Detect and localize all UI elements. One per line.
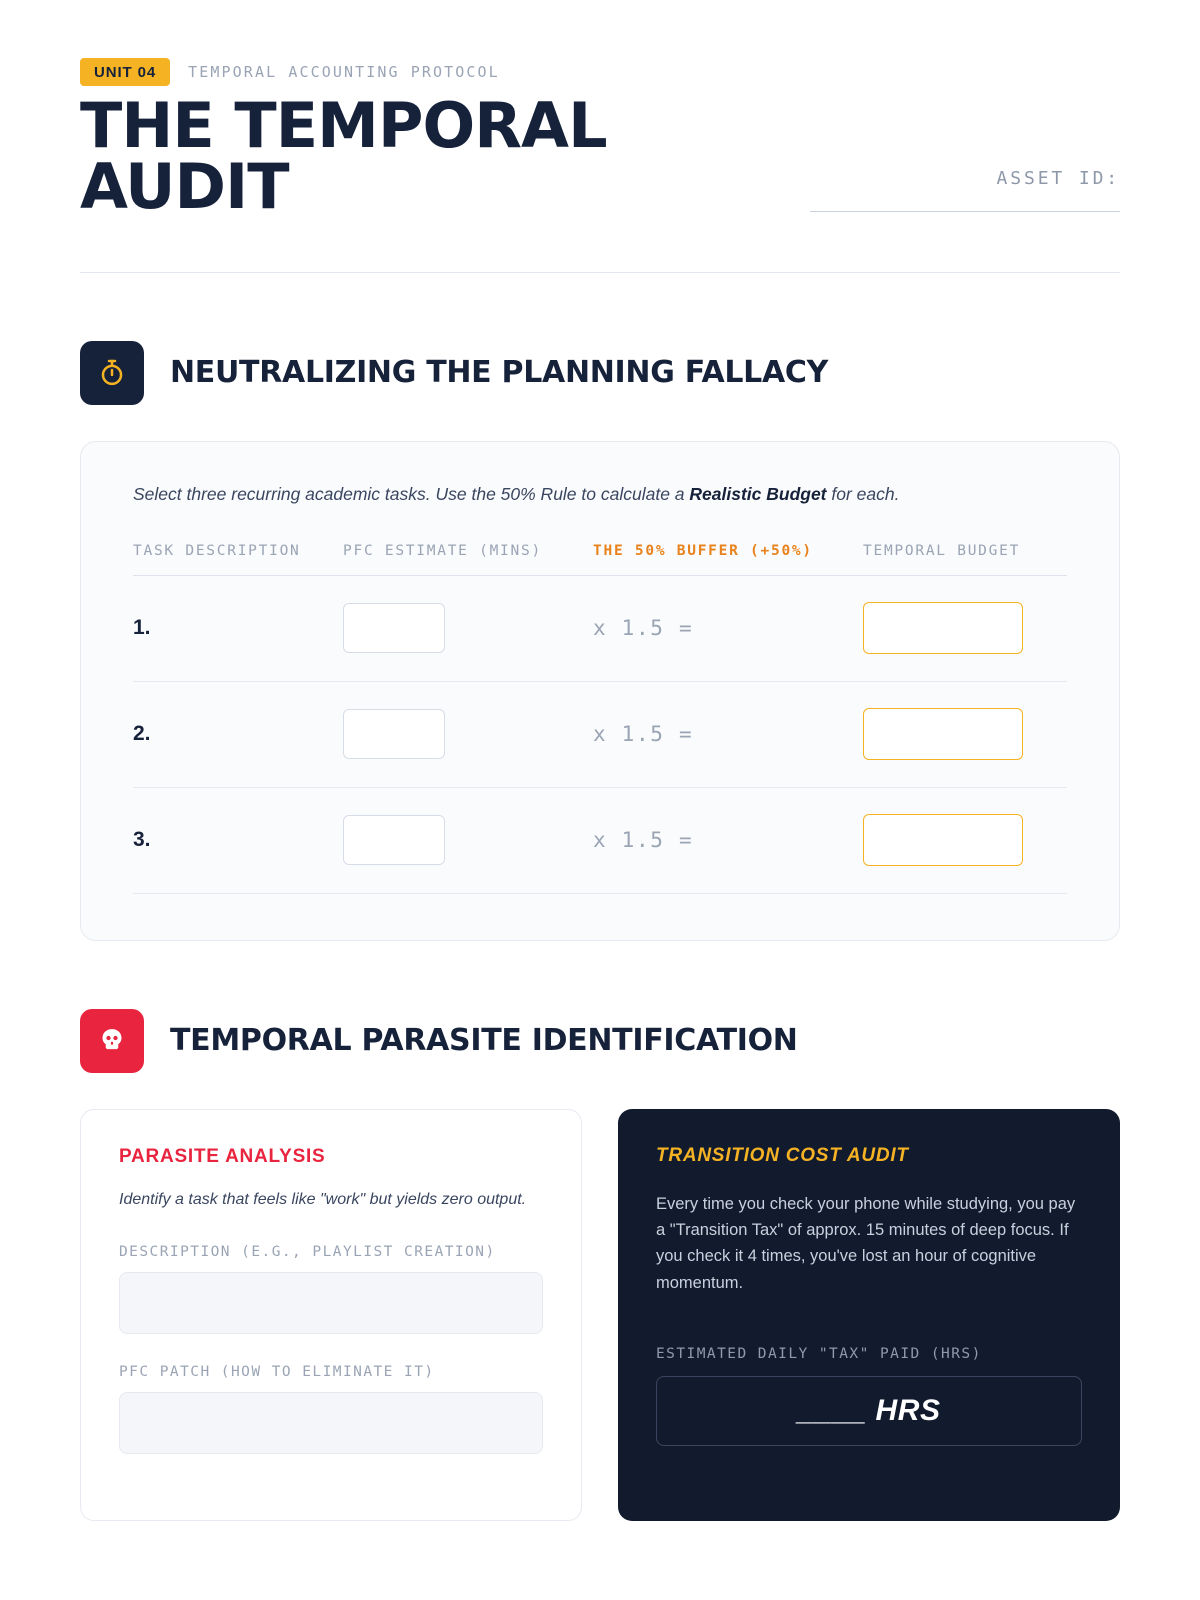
title-row: [80, 89, 1120, 223]
budget-intro-bold: Realistic Budget: [689, 483, 827, 504]
budget-intro-prefix: Select three recurring academic tasks. Use the 50% Rule to calculate a: [133, 483, 690, 504]
temporal-budget-input[interactable]: [863, 602, 1023, 654]
description-field[interactable]: [119, 1272, 543, 1334]
skull-icon: [80, 1009, 144, 1073]
header-top: [80, 58, 1120, 86]
asset-id-rule[interactable]: [810, 211, 1120, 212]
pfc-estimate-input[interactable]: [343, 603, 445, 653]
temporal-budget-input[interactable]: [863, 814, 1023, 866]
column-pfc-estimate: PFC ESTIMATE (MINS): [343, 542, 542, 559]
budget-intro: [133, 484, 1067, 505]
section-one-header: [80, 341, 1120, 405]
section-two-header: [80, 1009, 1120, 1073]
multiplier-label: x 1.5 =: [593, 722, 694, 746]
stopwatch-icon: [80, 341, 144, 405]
page-title: THE TEMPORAL AUDIT: [80, 89, 607, 223]
column-buffer: THE 50% BUFFER (+50%): [593, 542, 813, 559]
row-number: 2.: [133, 722, 151, 745]
budget-card: [80, 441, 1120, 941]
transition-cost-body: Every time you check your phone while studying, you pay a "Transition Tax" of approx. 15 minutes of deep focus. If you check it 4 times, you've lost an hour of cognitive momentum.: [656, 1194, 1076, 1292]
budget-intro-suffix: for each.: [826, 483, 900, 504]
pfc-estimate-input[interactable]: [343, 815, 445, 865]
parasite-analysis-note: Identify a task that feels like "work" but yields zero output.: [119, 1190, 527, 1208]
section-one-title: NEUTRALIZING THE PLANNING FALLACY: [170, 355, 829, 390]
table-row: [133, 682, 1067, 788]
asset-id-field[interactable]: [810, 168, 1120, 218]
description-field-label: DESCRIPTION (E.G., PLAYLIST CREATION): [119, 1244, 496, 1261]
row-number: 3.: [133, 828, 151, 851]
temporal-budget-input[interactable]: [863, 708, 1023, 760]
column-temporal-budget: TEMPORAL BUDGET: [863, 542, 1021, 559]
multiplier-label: x 1.5 =: [593, 828, 694, 852]
pfc-patch-field[interactable]: [119, 1392, 543, 1454]
budget-table-header: [133, 543, 1067, 576]
protocol-label: TEMPORAL ACCOUNTING PROTOCOL: [188, 63, 500, 81]
parasite-analysis-card: [80, 1109, 582, 1522]
pfc-patch-field-label: PFC PATCH (HOW TO ELIMINATE IT): [119, 1364, 435, 1381]
daily-tax-label: ESTIMATED DAILY "TAX" PAID (HRS): [656, 1346, 982, 1363]
column-task-description: TASK DESCRIPTION: [133, 542, 301, 559]
transition-cost-heading: TRANSITION COST AUDIT: [656, 1144, 909, 1166]
parasite-grid: [80, 1109, 1120, 1522]
table-row: [133, 576, 1067, 682]
transition-cost-card: [618, 1109, 1120, 1522]
header-divider: [80, 272, 1120, 273]
row-number: 1.: [133, 616, 151, 639]
table-row: [133, 788, 1067, 894]
daily-tax-input[interactable]: ____ HRS: [656, 1376, 1082, 1446]
asset-id-label: ASSET ID:: [996, 167, 1120, 189]
pfc-estimate-input[interactable]: [343, 709, 445, 759]
multiplier-label: x 1.5 =: [593, 616, 694, 640]
section-two-title: TEMPORAL PARASITE IDENTIFICATION: [170, 1023, 798, 1058]
parasite-analysis-heading: PARASITE ANALYSIS: [119, 1145, 326, 1167]
unit-badge: UNIT 04: [80, 58, 170, 86]
